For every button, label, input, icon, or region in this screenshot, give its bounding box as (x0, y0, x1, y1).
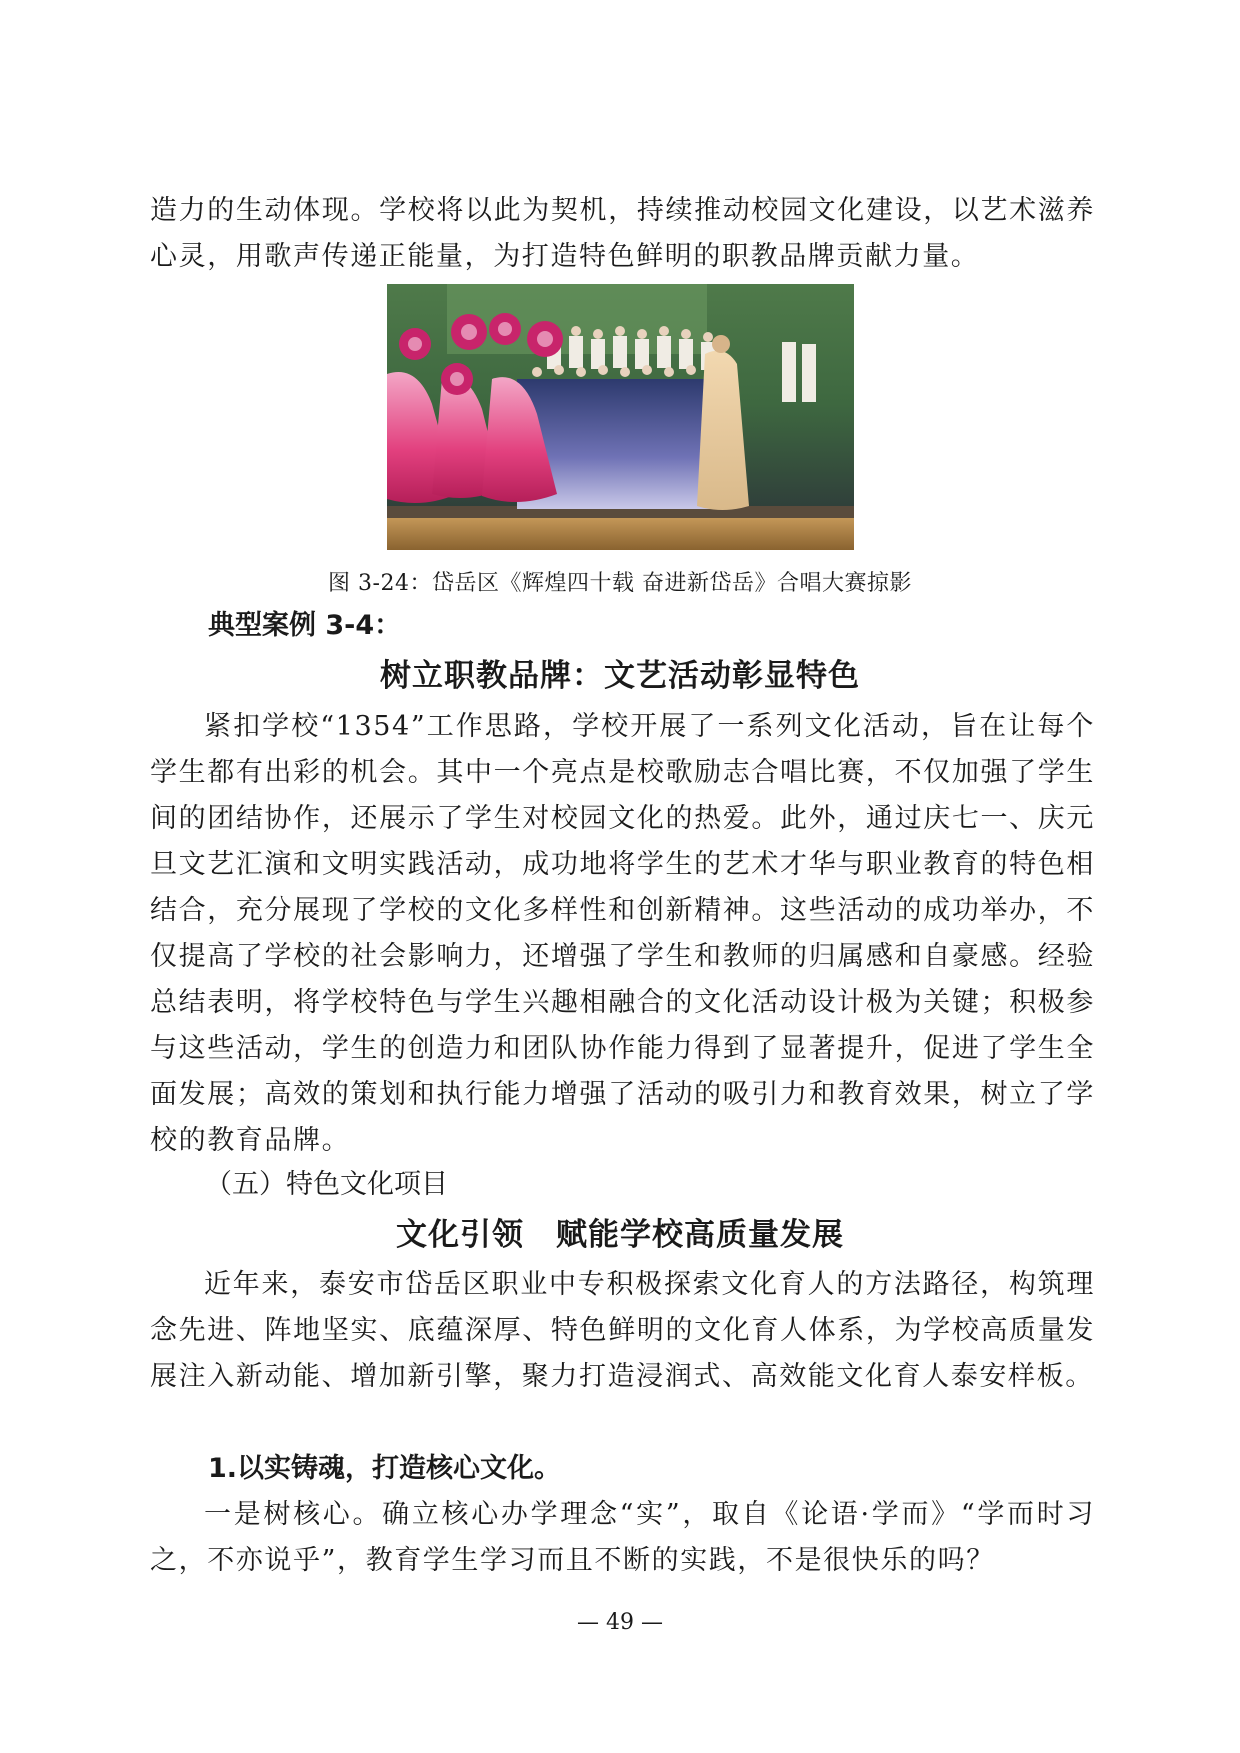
figure-caption: 图 3-24：岱岳区《辉煌四十载 奋进新岱岳》合唱大赛掠影 (328, 571, 912, 596)
case-title: 树立职教品牌：文艺活动彰显特色 (380, 658, 860, 694)
section-label: （五）特色文化项目 (205, 1169, 448, 1200)
intro-paragraph: 造力的生动体现。学校将以此为契机，持续推动校园文化建设，以艺术滋养心灵，用歌声传递正能量，为打造特色鲜明的职教品牌贡献力量。 (150, 195, 1095, 272)
case-label: 典型案例 3-4： (208, 610, 402, 641)
point-1-paragraph: 一是树核心。确立核心办学理念“实”，取自《论语·学而》“学而时习之，不亦说乎”，教育学生学习而且不断的实践，不是很快乐的吗？ (150, 1499, 1095, 1576)
point-1-heading: 1.以实铸魂，打造核心文化。 (208, 1453, 562, 1484)
case-body-paragraph: 紧扣学校“1354”工作思路，学校开展了一系列文化活动，旨在让每个学生都有出彩的机会。其中一个亮点是校歌励志合唱比赛，不仅加强了学生间的团结协作，还展示了学生对校园文化的热爱。此外，通过庆七一、庆元旦文艺汇演和文明实践活动，成功地将学生的艺术才华与职业教育的特色相结合，充分展现了学校的文化多样性和创新精神。这些活动的成功举办，不仅提高了学校的社会影响力，还增强了学生和教师的归属感和自豪感。经验总结表明，将学校特色与学生兴趣相融合的文化活动设计极为关键；积极参与这些活动，学生的创造力和团队协作能力得到了显著提升，促进了学生全面发展；高效的策划和执行能力增强了活动的吸引力和教育效果，树立了学校的教育品牌。 (150, 711, 1095, 1156)
choir-performance-photo (387, 284, 854, 550)
page-number: — 49 — (577, 1610, 663, 1635)
section-body-paragraph: 近年来，泰安市岱岳区职业中专积极探索文化育人的方法路径，构筑理念先进、阵地坚实、底蕴深厚、特色鲜明的文化育人体系，为学校高质量发展注入新动能、增加新引擎，聚力打造浸润式、高效能文化育人泰安样板。 (150, 1269, 1095, 1392)
section-title: 文化引领 赋能学校高质量发展 (396, 1217, 844, 1253)
